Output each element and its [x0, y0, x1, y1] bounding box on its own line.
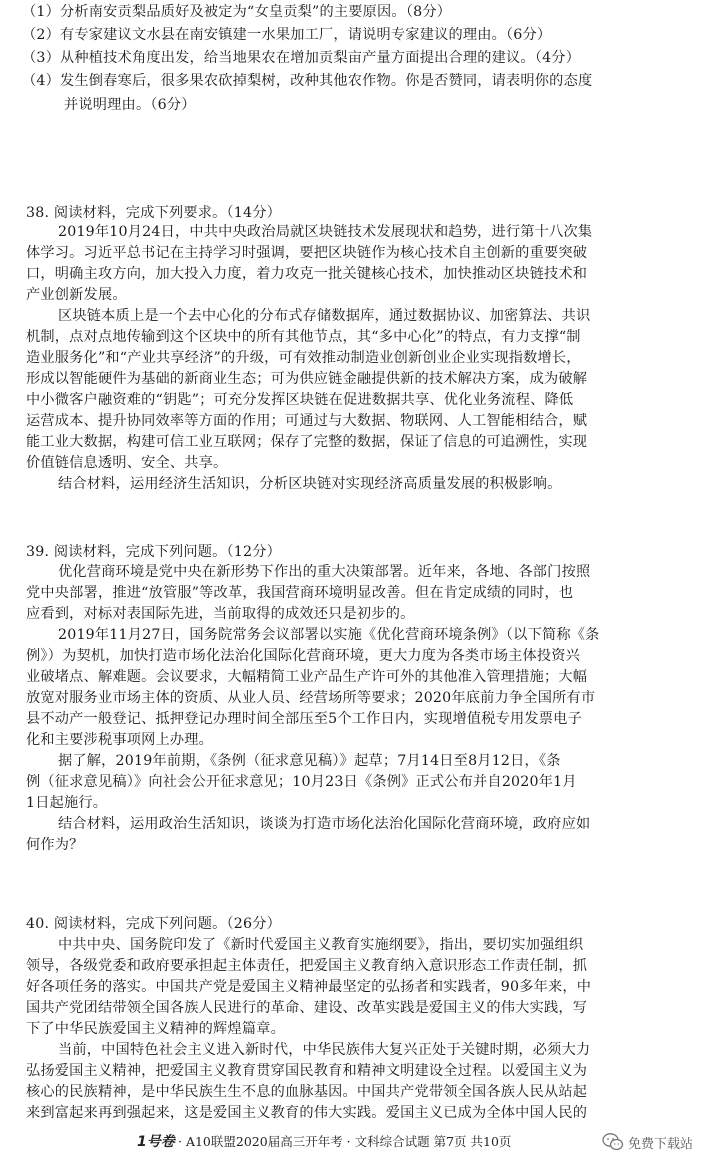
q39-line: 业破堵点、解难题。会议要求，大幅精简工业产品生产许可外的其他准入管理措施；大幅 [26, 669, 588, 685]
q38-line: 价值链信息透明、安全、共享。 [26, 455, 228, 471]
q40-line: 中共中央、国务院印发了《新时代爱国主义教育实施纲要》，指出，要切实加强组织 [58, 937, 584, 953]
wechat-icon [602, 1132, 624, 1152]
q39-line: 2019年11月27日，国务院常务会议部署以实施《优化营商环境条例》（以下简称《条 [58, 627, 600, 643]
q38-line: 中小微客户融资难的“钥匙”；可充分发挥区块链在促进数据共享、优化业务流程、降低 [26, 392, 574, 408]
q39-line: 例》）为契机，加快打造市场化法治化国际化营商环境，更大力度为各类市场主体投资兴 [26, 648, 581, 664]
q40-line: 弘扬爱国主义精神，把爱国主义教育贯穿国民教育和精神文明建设全过程。以爱国主义为 [26, 1063, 588, 1079]
q40-line: 当前，中国特色社会主义进入新时代，中华民族伟大复兴正处于关键时期，必须大力 [58, 1042, 591, 1058]
q39-line: 应看到，对标对表国际先进，当前取得的成效还只是初步的。 [26, 606, 415, 622]
q38-line: 口，明确主攻方向，加大投入力度，着力攻克一批关键核心技术，加快推动区块链技术和 [26, 266, 588, 282]
page-footer [0, 1127, 711, 1157]
q39-line: 1日起施行。 [26, 795, 108, 811]
q38-heading: 38. 阅读材料，完成下列要求。（14分） [26, 205, 282, 221]
q37-sub-4-cont: 并说明理由。（6分） [64, 97, 196, 113]
q40-heading: 40. 阅读材料，完成下列问题。（26分） [26, 916, 282, 932]
q38-line: 形成以智能硬件为基础的新商业生态；可为供应链金融提供新的技术解决方案，成为破解 [26, 371, 588, 387]
q38-line: 造业服务化”和“产业共享经济”的升级，可有效推动制造业创新创业企业实现指数增长， [26, 350, 581, 366]
q38-line: 产业创新发展。 [26, 287, 127, 303]
q39-heading: 39. 阅读材料，完成下列问题。（12分） [26, 544, 282, 560]
q38-question: 结合材料，运用经济生活知识，分析区块链对实现经济高质量发展的积极影响。 [58, 476, 562, 492]
q39-line: 县不动产一般登记、抵押登记办理时间全部压至5个工作日内，实现增值税专用发票电子 [26, 711, 582, 727]
watermark-text: 免费下载站 [628, 1137, 694, 1152]
q38-line: 运营成本、提升协同效率等方面的作用；可通过与大数据、物联网、人工智能相结合，赋 [26, 413, 588, 429]
q38-line: 能工业大数据，构建可信工业互联网；保存了完整的数据，保证了信息的可追溯性，实现 [26, 434, 588, 450]
exam-brand-logo: 1号卷 [137, 1134, 175, 1150]
footer-text: · A10联盟2020届高三开年考 · 文科综合试题 第7页 共10页 [178, 1134, 512, 1149]
q40-line: 来到富起来再到强起来，这是爱国主义教育的伟大实践。爱国主义已成为全体中国人民的 [26, 1105, 588, 1121]
q40-line: 好各项任务的落实。中国共产党是爱国主义精神最坚定的弘扬者和实践者，90多年来，中 [26, 979, 592, 995]
q40-line: 领导，各级党委和政府要承担起主体责任，把爱国主义教育纳入意识形态工作责任制，抓 [26, 958, 588, 974]
q39-question: 结合材料，运用政治生活知识，谈谈为打造市场化法治化国际化营商环境，政府应如 [58, 816, 591, 832]
q39-line: 优化营商环境是党中央在新形势下作出的重大决策部署。近年来，各地、各部门按照 [58, 564, 591, 580]
q37-sub-1: （1）分析南安贡梨品质好及被定为“女皇贡梨”的主要原因。（8分） [22, 4, 452, 20]
q37-sub-2: （2）有专家建议文水县在南安镇建一水果加工厂，请说明专家建议的理由。（6分） [22, 27, 552, 43]
q39-question: 何作为？ [26, 837, 84, 853]
q38-line: 2019年10月24日，中共中央政治局就区块链技术发展现状和趋势，进行第十八次集 [58, 224, 593, 240]
q39-line: 例（征求意见稿）》向社会公开征求意见；10月23日《条例》正式公布并自2020年1月 [26, 774, 577, 790]
q38-line: 体学习。习近平总书记在主持学习时强调，要把区块链作为核心技术自主创新的重要突破 [26, 245, 588, 261]
q38-line: 区块链本质上是一个去中心化的分布式存储数据库，通过数据协议、加密算法、共识 [58, 308, 591, 324]
q37-sub-3: （3）从种植技术角度出发，给当地果农在增加贡梨亩产量方面提出合理的建议。（4分） [22, 50, 581, 66]
q40-line: 下了中华民族爱国主义精神的辉煌篇章。 [26, 1021, 285, 1037]
q39-line: 放宽对服务业市场主体的资质、从业人员、经营场所等要求；2020年底前力争全国所有市 [26, 690, 596, 706]
q37-sub-4: （4）发生倒春寒后，很多果农砍掉梨树，改种其他农作物。你是否赞同，请表明你的态度 [22, 73, 593, 89]
q40-line: 核心的民族精神，是中华民族生生不息的血脉基因。中国共产党带领全国各族人民从站起 [26, 1084, 588, 1100]
q39-line: 化和主要涉税事项网上办理。 [26, 732, 214, 748]
q39-line: 据了解，2019年前期，《条例（征求意见稿）》起草；7月14日至8月12日，《条 [58, 753, 561, 769]
q38-line: 机制，点对点地传输到这个区块中的所有其他节点，其“多中心化”的特点，有力支撑“制 [26, 329, 581, 345]
watermark [602, 1129, 706, 1155]
q39-line: 党中央部署，推进“放管服”等改革，我国营商环境明显改善。但在肯定成绩的同时，也 [26, 585, 574, 601]
q40-line: 国共产党团结带领全国各族人民进行的革命、建设、改革实践是爱国主义的伟大实践，写 [26, 1000, 588, 1016]
